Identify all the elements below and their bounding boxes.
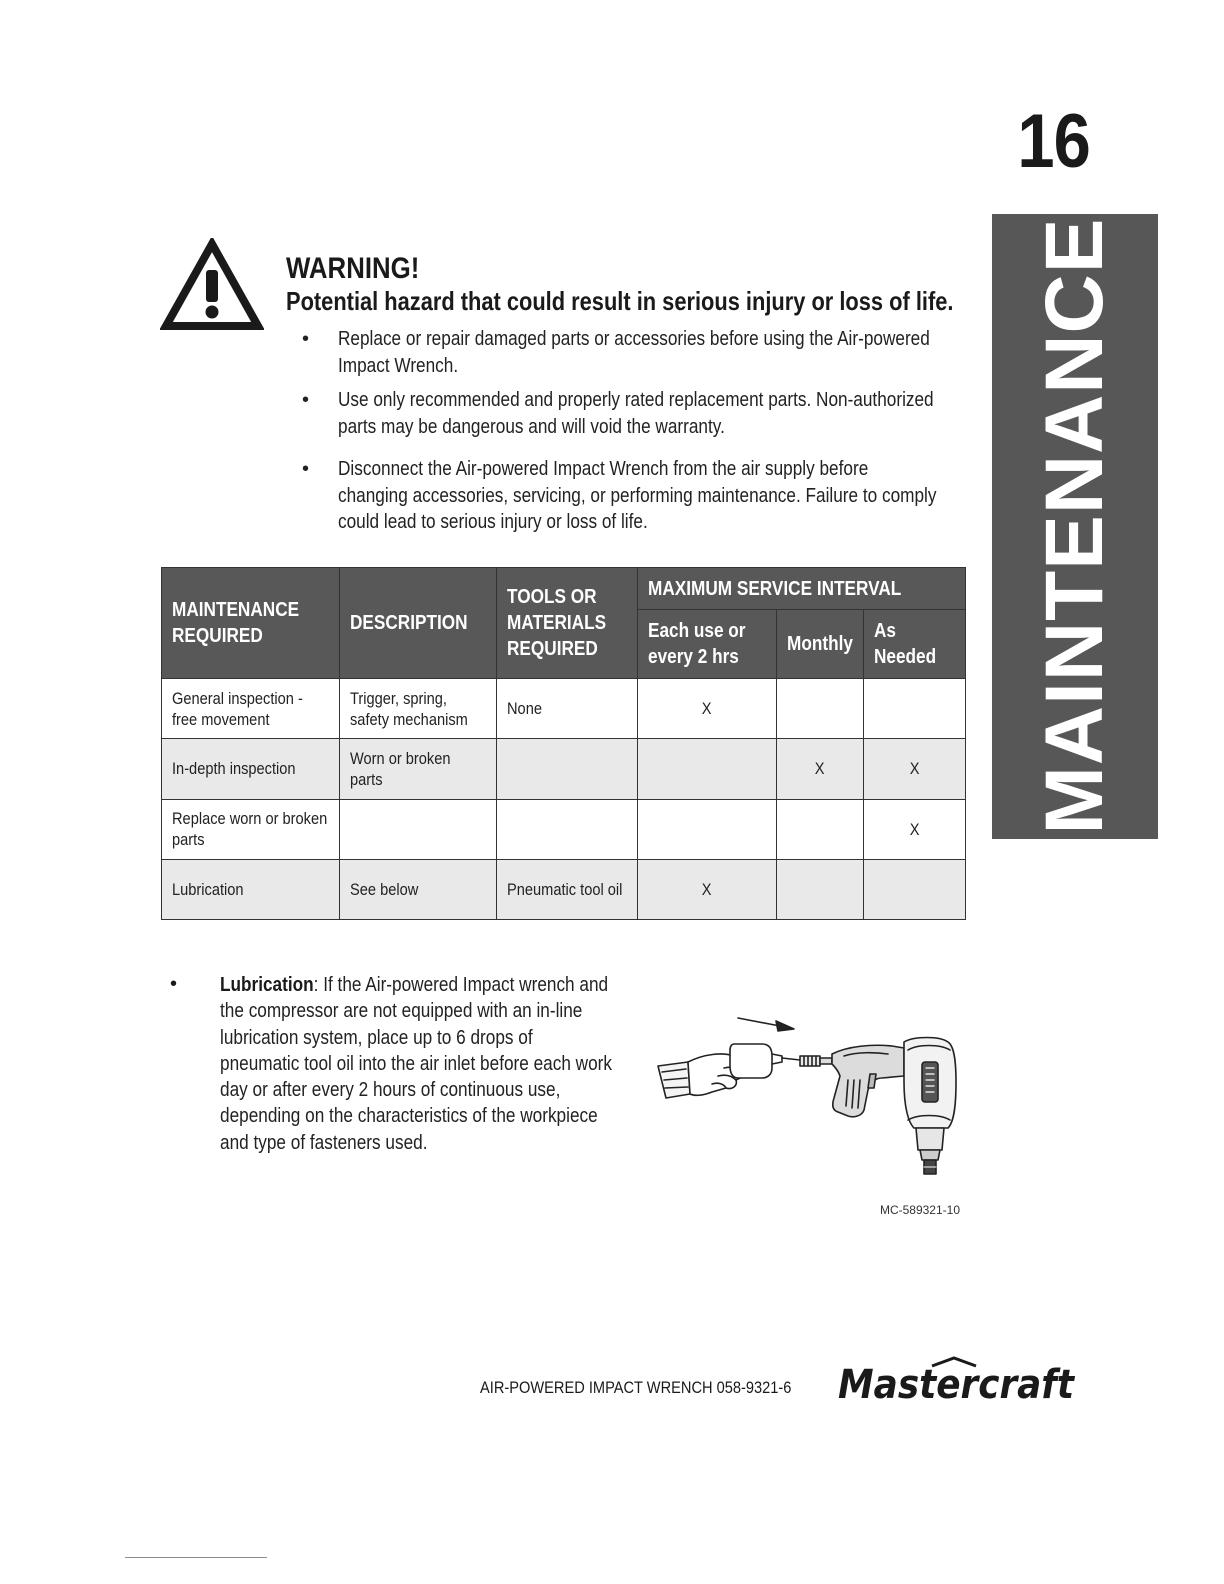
oiling-impact-wrench-illustration	[652, 1010, 962, 1182]
warning-bullet: • Use only recommended and properly rated replacement parts. Non-authorized parts may be dangerous and will void the warranty.	[300, 387, 940, 440]
header-maintenance-required: MAINTENANCE REQUIRED	[162, 568, 340, 679]
table-row	[162, 739, 966, 799]
lubrication-paragraph	[220, 972, 616, 1156]
brand-name: Mastercraft	[838, 1362, 1076, 1402]
cell-monthly	[777, 679, 864, 739]
cell-each-use	[638, 739, 777, 799]
cell-tools: Pneumatic tool oil	[497, 859, 638, 919]
warning-bullet: • Replace or repair damaged parts or accessories before using the Air-powered Impact Wrench.	[300, 326, 940, 379]
cell-as-needed: X	[864, 799, 966, 859]
lubrication-text: : If the Air-powered Impact wrench and the compressor are not equipped with an in-line lubrication system, place up to 6 drops of pneumatic tool oil into the air inlet before each work day or after every 2 hours of continuous use, depending on the characteristics of the workpiece and type of fasteners used.	[220, 974, 612, 1154]
mastercraft-logo	[836, 1356, 1076, 1402]
cell-as-needed	[864, 859, 966, 919]
section-tab	[992, 214, 1158, 839]
header-max-service-interval: MAXIMUM SERVICE INTERVAL	[638, 568, 966, 610]
header-as-needed: As Needed	[864, 610, 966, 679]
cell-maintenance: In-depth inspection	[162, 739, 340, 799]
table-row	[162, 679, 966, 739]
cell-as-needed: X	[864, 739, 966, 799]
cell-tools	[497, 799, 638, 859]
header-monthly: Monthly	[777, 610, 864, 679]
cell-maintenance: Replace worn or broken parts	[162, 799, 340, 859]
table-row	[162, 799, 966, 859]
section-tab-label: MAINTENANCE	[1029, 217, 1120, 835]
warning-triangle-icon	[160, 238, 264, 332]
cell-each-use	[638, 799, 777, 859]
cell-monthly	[777, 799, 864, 859]
cell-description: Trigger, spring, safety mechanism	[340, 679, 497, 739]
bottom-rule	[125, 1557, 267, 1558]
cell-each-use: X	[638, 859, 777, 919]
page-number: 16	[1017, 99, 1090, 184]
lubrication-label: Lubrication	[220, 974, 314, 996]
header-each-use: Each use or every 2 hrs	[638, 610, 777, 679]
table-row	[162, 859, 966, 919]
cell-monthly: X	[777, 739, 864, 799]
footer-product-title: AIR-POWERED IMPACT WRENCH 058-9321-6	[480, 1378, 792, 1397]
warning-bullet-list	[300, 326, 940, 544]
warning-subtitle: Potential hazard that could result in serious injury or loss of life.	[286, 286, 954, 316]
cell-monthly	[777, 859, 864, 919]
header-description: DESCRIPTION	[340, 568, 497, 679]
cell-description: See below	[340, 859, 497, 919]
cell-maintenance: General inspection - free movement	[162, 679, 340, 739]
maintenance-table	[161, 567, 966, 920]
cell-as-needed	[864, 679, 966, 739]
warning-title: WARNING!	[286, 252, 420, 285]
cell-description: Worn or broken parts	[340, 739, 497, 799]
cell-description	[340, 799, 497, 859]
figure-code: MC-589321-10	[879, 1203, 960, 1217]
lubrication-bullet: •	[170, 973, 178, 995]
cell-maintenance: Lubrication	[162, 859, 340, 919]
header-tools-materials: TOOLS OR MATERIALS REQUIRED	[497, 568, 638, 679]
cell-each-use: X	[638, 679, 777, 739]
cell-tools	[497, 739, 638, 799]
warning-bullet: • Disconnect the Air-powered Impact Wrench from the air supply before changing accessories, servicing, or performing maintenance. Failure to comply could lead to serious injury or loss of life.	[300, 456, 940, 536]
cell-tools: None	[497, 679, 638, 739]
